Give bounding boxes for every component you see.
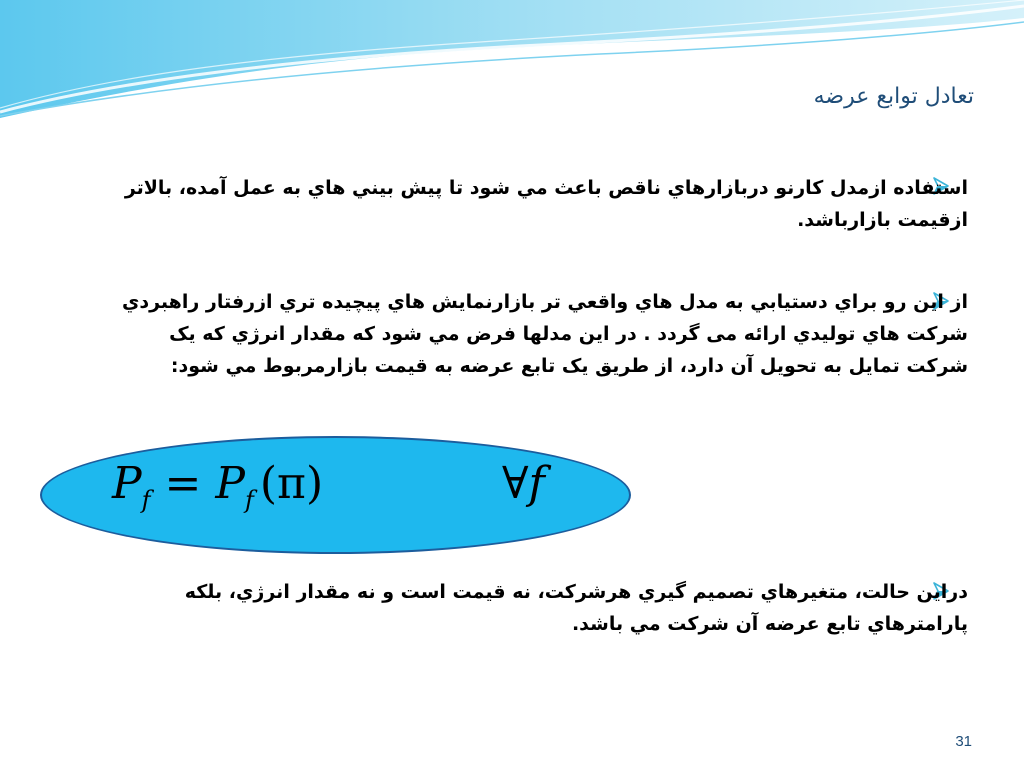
formula-rhs-symbol: P (215, 458, 245, 509)
bullet-text: دراين حالت، متغيرهاي تصميم گيري هرشركت، نه قيمت است و نه مقدار انرژي، بلكه پارامترهاي تابع عرضه آن شركت مي باشد. (184, 581, 968, 635)
supply-function-formula (112, 458, 323, 514)
formula-quantifier: ∀f (502, 458, 545, 509)
formula-argument: (π) (259, 458, 324, 509)
bullet-text: از اين رو براي دستيابي به مدل هاي واقعي تر بازارنمايش هاي پيچيده تري ازرفتار راهبردي شركت هاي توليدي ارائه می گردد . در اين مدلها فرض مي شود كه مقدار انرژي كه یک شركت تمايل به تحويل آن دارد، از طريق یک تابع عرضه به قيمت بازارمربوط مي شود: (121, 291, 968, 377)
formula-equals: = (164, 458, 202, 509)
slide-title: تعادل توابع عرضه (813, 84, 974, 109)
bullet-text: استفاده ازمدل كارنو دربازارهاي ناقص باعث مي شود تا پيش بيني هاي به عمل آمده، بالاتر ازقيمت بازارباشد. (124, 177, 968, 231)
formula-rhs-subscript: f (244, 486, 254, 514)
formula-lhs-subscript: f (141, 486, 151, 514)
page-number: 31 (955, 733, 972, 750)
formula-lhs-symbol: P (112, 458, 142, 509)
